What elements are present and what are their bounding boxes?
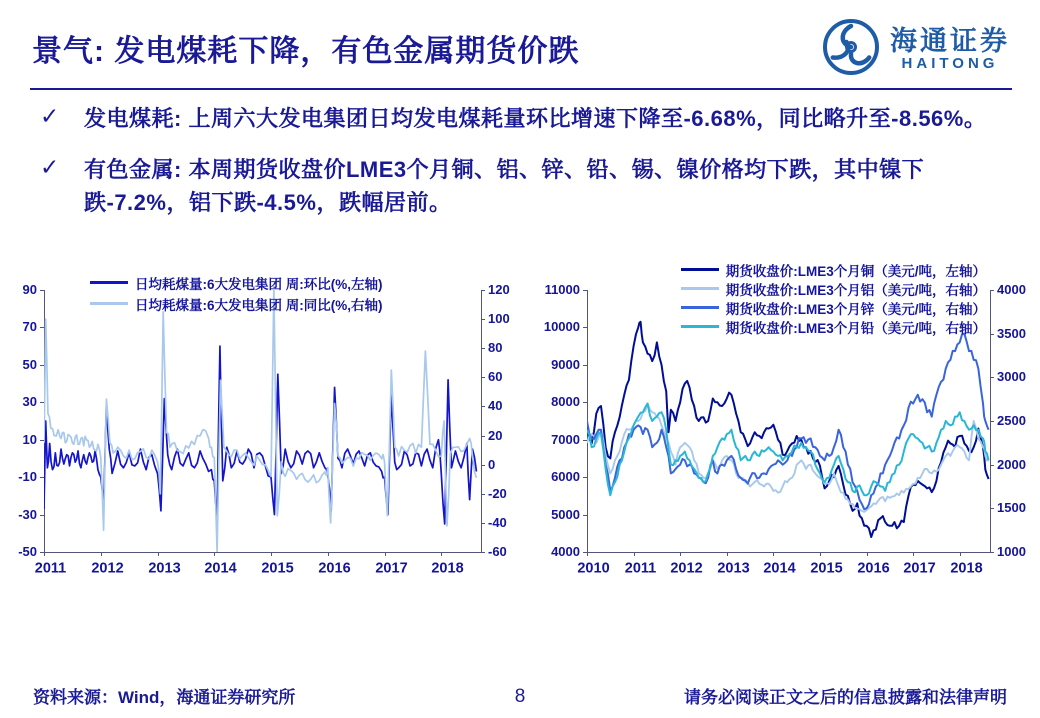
coal-chart-legend [90, 272, 383, 314]
check-icon: ✓ [40, 154, 60, 180]
source-note: 资料来源：Wind，海通证券研究所 [33, 688, 296, 707]
bullet-coal [40, 102, 1015, 135]
legend-label: 期货收盘价:LME3个月铝（美元/吨，右轴） [725, 282, 986, 298]
legend-label: 日均耗煤量:6大发电集团 周:环比(%,左轴) [135, 276, 383, 292]
disclaimer-note: 请务必阅读正文之后的信息披露和法律声明 [684, 688, 1007, 707]
legend-line-sample [90, 281, 128, 284]
legend-label: 期货收盘价:LME3个月铅（美元/吨，右轴） [725, 320, 986, 336]
legend-item [681, 298, 986, 317]
check-icon: ✓ [40, 103, 60, 129]
header [0, 0, 1040, 92]
legend-line-sample [681, 268, 719, 271]
coal-consumption-chart [6, 264, 513, 598]
legend-label: 日均耗煤量:6大发电集团 周:同比(%,右轴) [135, 297, 383, 313]
haitong-logo-icon [822, 18, 880, 81]
coal-chart-canvas [6, 264, 513, 598]
haitong-logo-en: HAITONG [901, 54, 999, 72]
legend-line-sample [681, 325, 719, 328]
bullet-metals-text: 有色金属: 本周期货收盘价LME3个月铜、铝、锌、铅、锡、镍价格均下跌，其中镍下跌-7.2%，铝下跌-4.5%，跌幅居前。 [84, 157, 925, 215]
legend-label: 期货收盘价:LME3个月锌（美元/吨，右轴） [725, 301, 986, 317]
bullet-list [40, 102, 1015, 237]
haitong-logo-text [890, 27, 1010, 71]
legend-line-sample [90, 302, 128, 305]
haitong-logo [822, 18, 1010, 81]
haitong-logo-cn: 海通证券 [890, 26, 1010, 57]
footer [0, 680, 1040, 708]
legend-item [681, 317, 986, 336]
legend-item [681, 279, 986, 298]
legend-line-sample [681, 306, 719, 309]
bullet-metals [40, 153, 1015, 219]
page-title: 景气: 发电煤耗下降，有色金属期货价跌 [32, 35, 580, 68]
legend-item [90, 272, 383, 293]
header-divider [30, 88, 1012, 90]
lme-chart-legend [681, 260, 986, 336]
legend-line-sample [681, 287, 719, 290]
lme-metals-chart [537, 264, 1034, 598]
legend-label: 期货收盘价:LME3个月铜（美元/吨，左轴） [725, 263, 986, 279]
legend-item [681, 260, 986, 279]
bullet-coal-text: 发电煤耗: 上周六大发电集团日均发电煤耗量环比增速下降至-6.68%，同比略升至-8.56%。 [84, 106, 987, 131]
page-number: 8 [514, 686, 526, 707]
legend-item [90, 293, 383, 314]
